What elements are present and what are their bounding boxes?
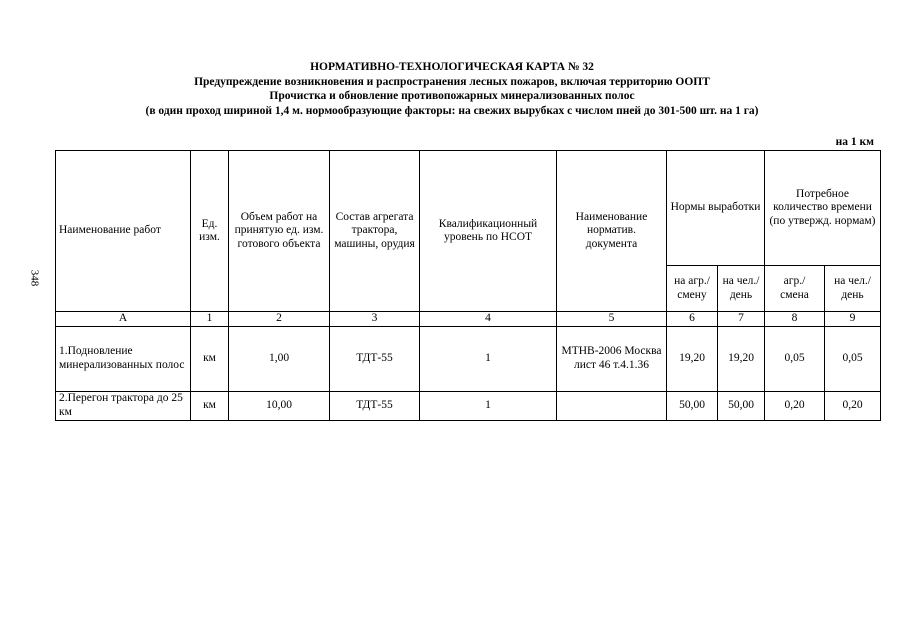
cell-name: 1.Подновление минерализованных полос (56, 326, 191, 391)
cell-qualification: 1 (420, 326, 557, 391)
unit-label: на 1 км (835, 136, 874, 148)
cell-volume: 10,00 (229, 391, 330, 420)
header-aggregate: Состав агрегата трактора, машины, орудия (330, 151, 420, 312)
index-cell: А (56, 312, 191, 327)
cell-time-agr: 0,20 (765, 391, 825, 420)
header-time-agr: агр./ смена (765, 266, 825, 312)
header-output-person: на чел./ день (718, 266, 765, 312)
cell-time-agr: 0,05 (765, 326, 825, 391)
index-cell: 7 (718, 312, 765, 327)
document-subtitle-line-3: Прочистка и обновление противопожарных минерализованных полос (269, 90, 635, 102)
header-document: Наименование норматив. документа (557, 151, 667, 312)
header-time-person: на чел./ день (825, 266, 881, 312)
header-output-norms: Нормы выработки (667, 151, 765, 266)
cell-aggregate: ТДТ-55 (330, 326, 420, 391)
cell-document: МТНВ-2006 Москва лист 46 т.4.1.36 (557, 326, 667, 391)
header-volume: Объем работ на принятую ед. изм. готового объекта (229, 151, 330, 312)
header-name: Наименование работ (56, 151, 191, 312)
index-cell: 5 (557, 312, 667, 327)
header-qualification: Квалификационный уровень по НСОТ (420, 151, 557, 312)
cell-qualification: 1 (420, 391, 557, 420)
cell-unit: км (191, 326, 229, 391)
table-row (56, 326, 881, 391)
norms-table (55, 150, 881, 421)
index-cell: 1 (191, 312, 229, 327)
cell-time-person: 0,05 (825, 326, 881, 391)
header-time-needed: Потребное количество времени (по утвержд. нормам) (765, 151, 881, 266)
cell-document (557, 391, 667, 420)
header-row-main (56, 151, 881, 266)
table-row (56, 391, 881, 420)
document-subtitle-line-2: Предупреждение возникновения и распространения лесных пожаров, включая территорию ООПТ (194, 75, 710, 88)
cell-volume: 1,00 (229, 326, 330, 391)
cell-output-agr: 50,00 (667, 391, 718, 420)
cell-aggregate: ТДТ-55 (330, 391, 420, 420)
document-title: НОРМАТИВНО-ТЕХНОЛОГИЧЕСКАЯ КАРТА № 32 (310, 61, 594, 73)
cell-time-person: 0,20 (825, 391, 881, 420)
header-output-agr: на агр./ смену (667, 266, 718, 312)
index-cell: 4 (420, 312, 557, 327)
index-cell: 9 (825, 312, 881, 327)
document-header (0, 60, 904, 118)
cell-name: 2.Перегон трактора до 25 км (56, 391, 191, 420)
index-row (56, 312, 881, 327)
index-cell: 3 (330, 312, 420, 327)
cell-unit: км (191, 391, 229, 420)
cell-output-person: 19,20 (718, 326, 765, 391)
index-cell: 8 (765, 312, 825, 327)
cell-output-person: 50,00 (718, 391, 765, 420)
index-cell: 6 (667, 312, 718, 327)
header-unit: Ед. изм. (191, 151, 229, 312)
document-subtitle-line-4: (в один проход шириной 1,4 м. нормообразующие факторы: на свежих вырубках с числом пней до 301-500 шт. на 1 га) (145, 104, 759, 117)
index-cell: 2 (229, 312, 330, 327)
page-number: 348 (28, 269, 41, 287)
cell-output-agr: 19,20 (667, 326, 718, 391)
